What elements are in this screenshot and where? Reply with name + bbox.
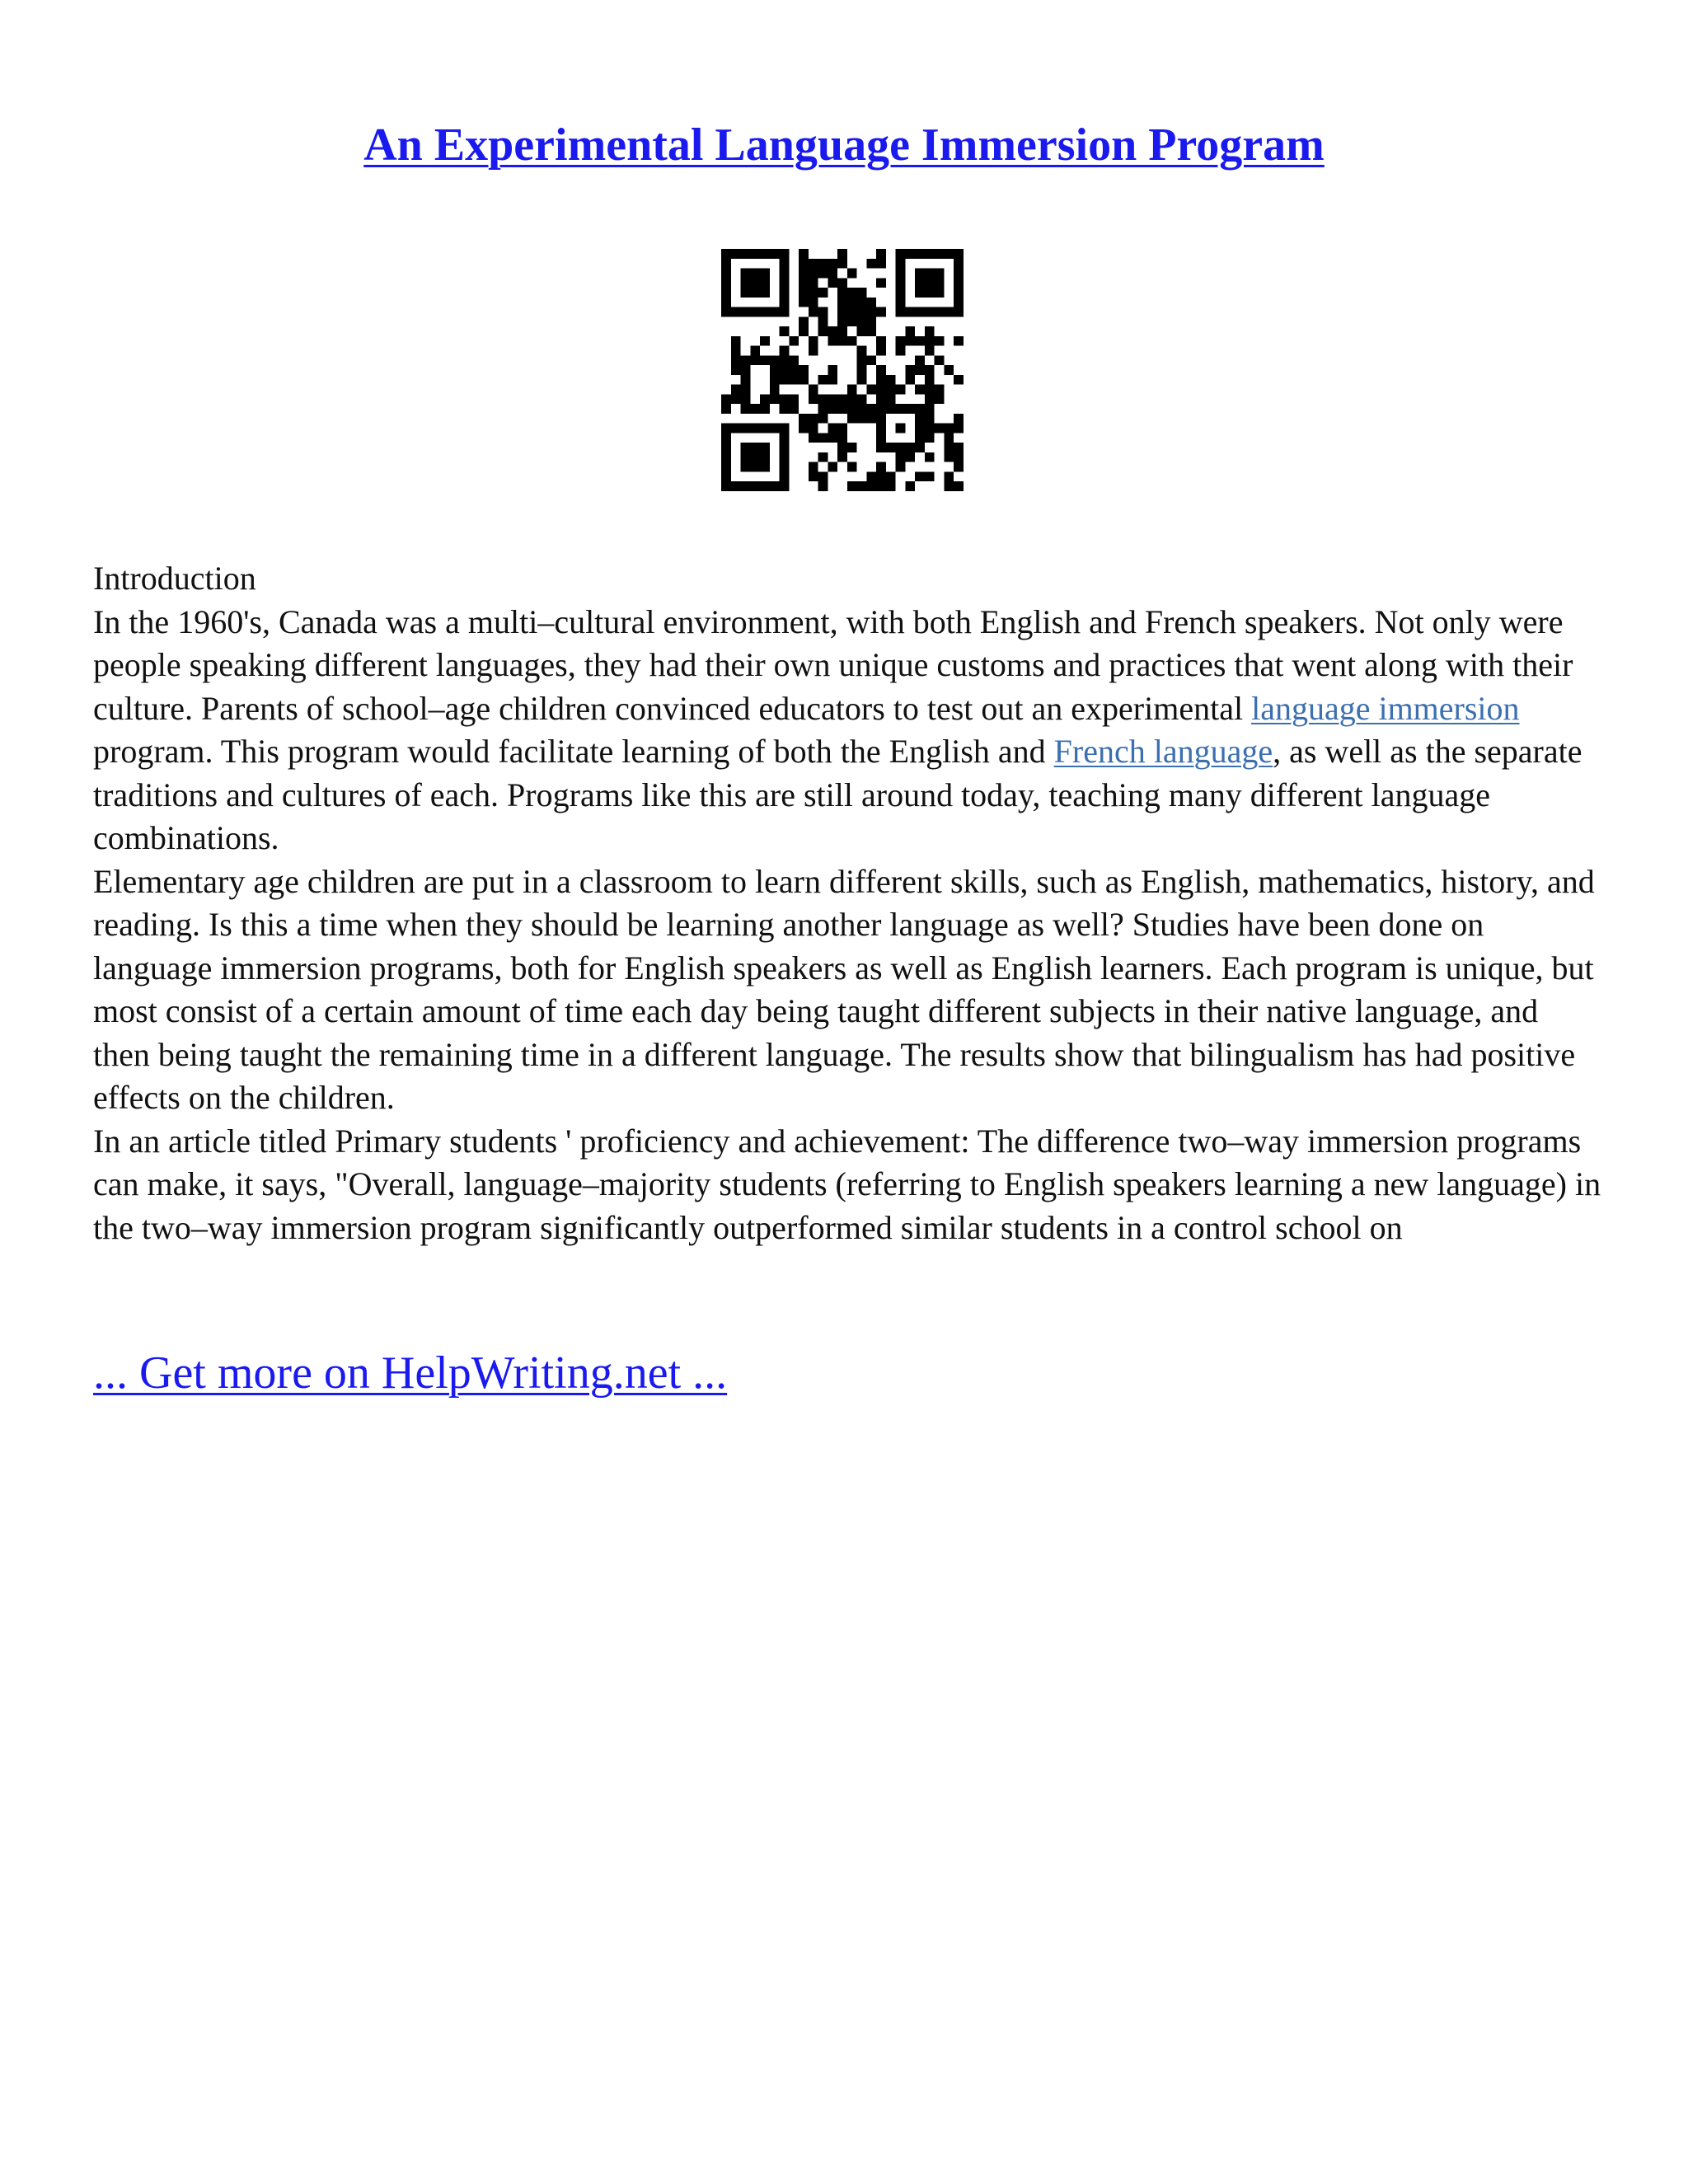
qr-code-icon bbox=[721, 249, 964, 491]
page-title bbox=[0, 115, 1688, 175]
article-body bbox=[93, 557, 1601, 1249]
qr-code-graphic bbox=[721, 249, 964, 491]
paragraph-1-text-b: program. This program would facilitate learning of both the English and bbox=[93, 733, 1054, 770]
paragraph-3: In an article titled Primary students ' proficiency and achievement: The difference two–way immersion programs can make, it says, "Overall, language–majority students (referring to English speakers learning a new language) in the two–way immersion program significantly outperformed similar students in a control school on bbox=[93, 1122, 1601, 1246]
get-more-link-container bbox=[93, 1343, 727, 1403]
paragraph-1-text-a: In the 1960's, Canada was a multi–cultural environment, with both English and French speakers. Not only were people speaking different languages, they had their own unique customs and practices that went along with their culture. Parents of school–age children convinced educators to test out an experimental bbox=[93, 602, 1573, 727]
title-link[interactable]: An Experimental Language Immersion Program bbox=[363, 120, 1325, 171]
french-language-link[interactable]: French language bbox=[1053, 733, 1273, 770]
language-immersion-link[interactable]: language immersion bbox=[1251, 689, 1520, 727]
paragraph-2: Elementary age children are put in a classroom to learn different skills, such as English, mathematics, history, and reading. Is this a time when they should be learning another language as well? Studies have been done on language immersion programs, both for English speakers as well as English learners. Each program is unique, but most consist of a certain amount of time each day being taught different subjects in their native language, and then being taught the remaining time in a different language. The results show that bilingualism has had positive effects on the children. bbox=[93, 862, 1595, 1116]
get-more-link[interactable]: ... Get more on HelpWriting.net ... bbox=[93, 1347, 728, 1399]
paragraph-1 bbox=[93, 601, 1601, 860]
paragraph-1-text-c: , as well as the separate traditions and cultures of each. Programs like this are still around today, teaching many different language combinations. bbox=[93, 733, 1582, 856]
intro-heading: Introduction bbox=[93, 560, 256, 597]
